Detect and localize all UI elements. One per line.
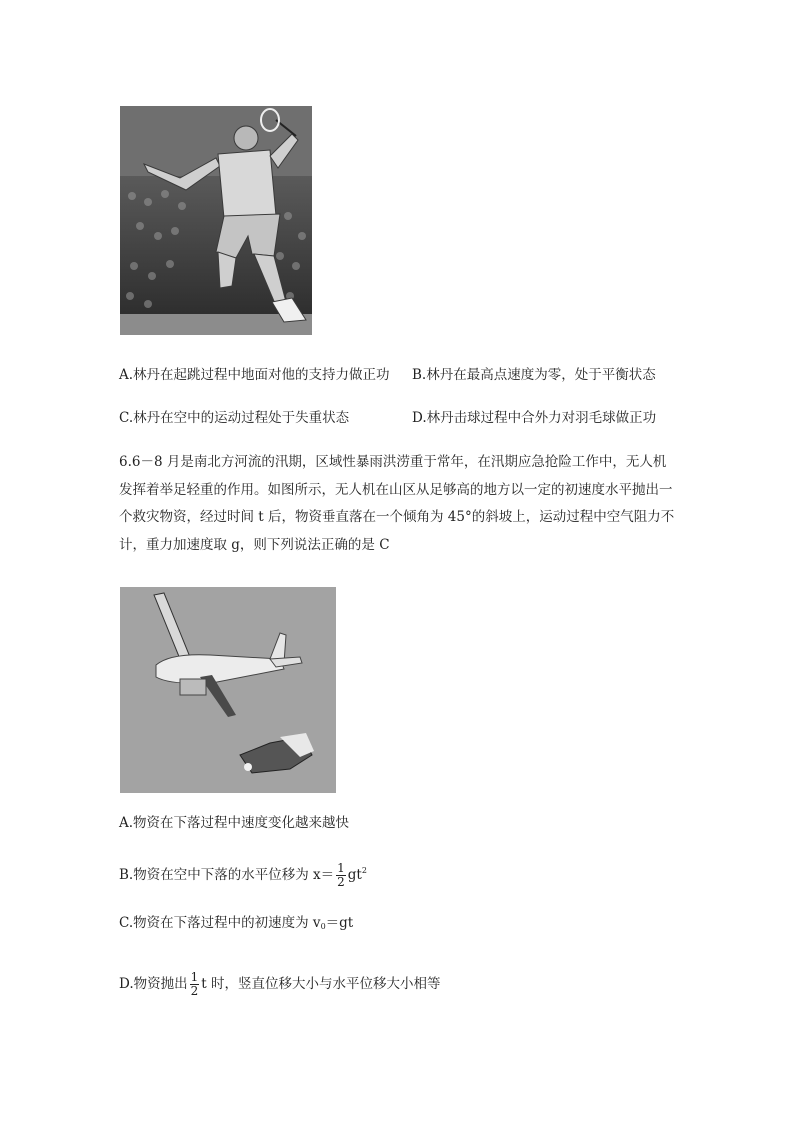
q6-option-d-denominator: 2 bbox=[190, 984, 199, 998]
q5-option-b: B.林丹在最高点速度为零，处于平衡状态 bbox=[412, 367, 656, 383]
q6-option-d bbox=[119, 965, 441, 1003]
drone-photo bbox=[120, 587, 336, 793]
q6-option-c-subscript: 0 bbox=[320, 922, 326, 931]
q6-option-b-denominator: 2 bbox=[337, 875, 345, 889]
q5-option-a: A.林丹在起跳过程中地面对他的支持力做正功 bbox=[119, 367, 390, 383]
q6-option-b-suffix: gt bbox=[347, 867, 362, 883]
q6-stem: 6.6－8 月是南北方河流的汛期，区域性暴雨洪涝重于常年，在汛期应急抢险工作中，无人机发挥着举足轻重的作用。如图所示，无人机在山区从足够高的地方以一定的初速度水平抛出一个救灾物资，经过时间 t 后，物资垂直落在一个倾角为 45°的斜坡上，运动过程中空气阻力不计，重力加速度取 g，则下列说法正确的是 C bbox=[119, 454, 675, 553]
q6-option-b bbox=[119, 852, 367, 894]
q5-option-d: D.林丹击球过程中合外力对羽毛球做正功 bbox=[412, 410, 657, 426]
q6-option-c bbox=[119, 914, 353, 936]
q6-option-d-fraction bbox=[190, 971, 200, 998]
q6-option-b-prefix: B.物资在空中下落的水平位移为 x＝ bbox=[119, 867, 335, 883]
q6-option-d-prefix: D.物资抛出 bbox=[119, 976, 188, 992]
q6-option-b-fraction bbox=[336, 862, 346, 889]
q6-option-a: A.物资在下落过程中速度变化越来越快 bbox=[119, 815, 350, 831]
q6-option-b-exponent: 2 bbox=[361, 866, 367, 875]
q6-option-c-suffix: ＝gt bbox=[325, 915, 354, 931]
drone-illustration bbox=[120, 587, 336, 793]
q6-option-c-prefix: C.物资在下落过程中的初速度为 v bbox=[119, 915, 321, 931]
q6-option-b-numerator: 1 bbox=[337, 861, 345, 875]
q5-option-c: C.林丹在空中的运动过程处于失重状态 bbox=[119, 410, 350, 426]
q6-option-d-numerator: 1 bbox=[190, 970, 199, 984]
badminton-player-illustration bbox=[120, 106, 312, 335]
q6-option-d-suffix: t 时，竖直位移大小与水平位移大小相等 bbox=[201, 976, 441, 992]
badminton-player-photo bbox=[120, 106, 312, 335]
